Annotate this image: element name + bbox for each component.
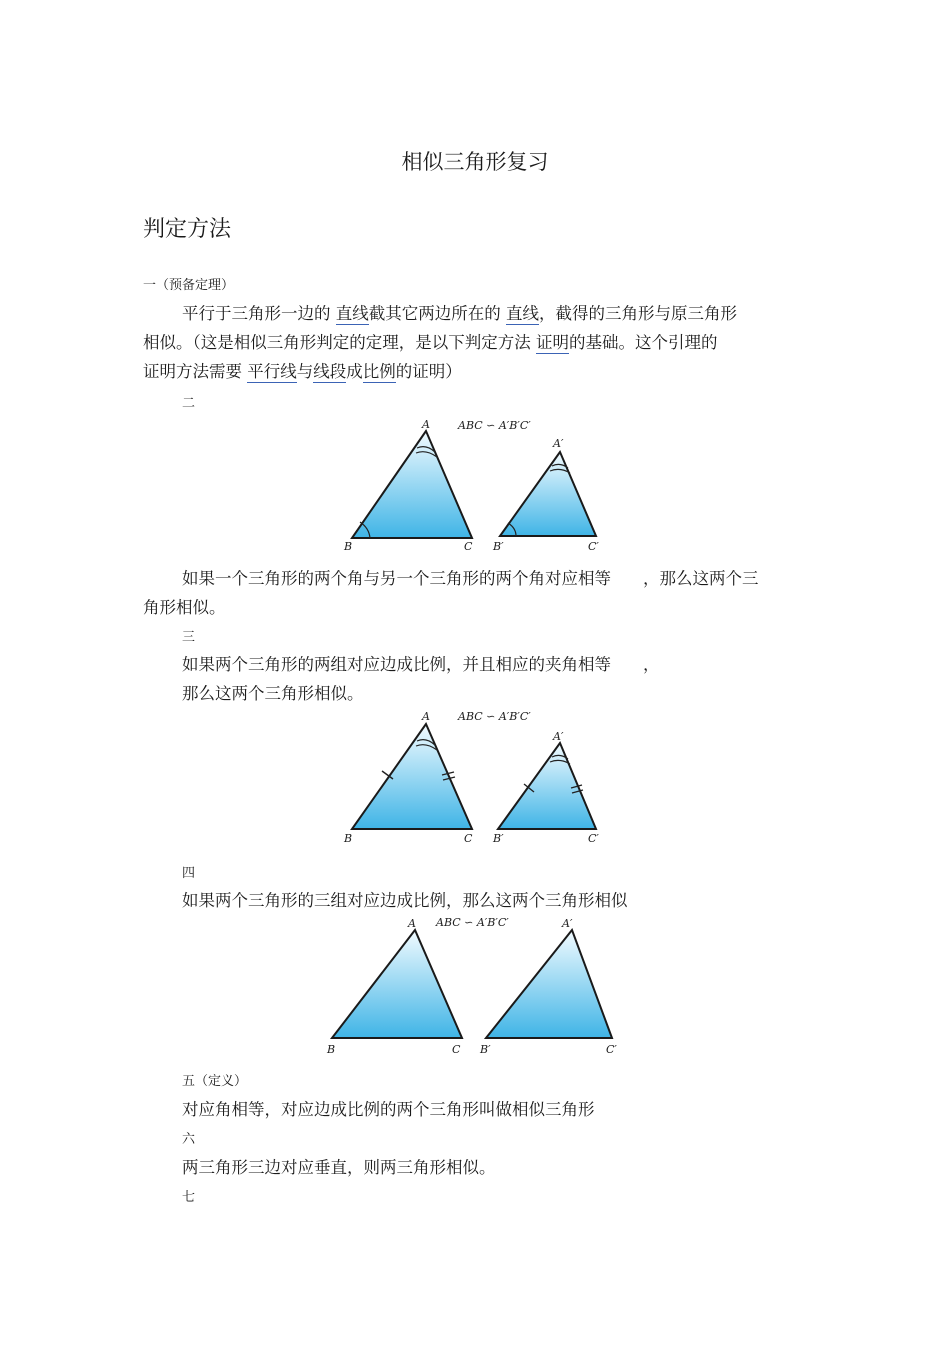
vertex-label-a2: A′ <box>553 437 564 450</box>
similarity-caption: ABC ∽ A′B′C′ <box>458 710 531 723</box>
vertex-label-c: C <box>464 540 473 553</box>
section-3-line-2: 那么这两个三角形相似。 <box>182 684 364 703</box>
section-1-line-1 <box>182 300 737 324</box>
triangle-abc <box>332 930 462 1038</box>
vertex-label-a2: A′ <box>553 730 564 743</box>
vertex-label-b: B <box>327 1043 336 1056</box>
vertex-label-c2: C′ <box>606 1043 617 1056</box>
section-6-text: 两三角形三边对应垂直，则两三角形相似。 <box>182 1158 496 1177</box>
section-1-line-2 <box>143 329 718 353</box>
section-2-line-2: 角形相似。 <box>143 598 226 617</box>
section-4-text: 如果两个三角形的三组对应边成比例，那么这两个三角形相似 <box>182 891 628 910</box>
link-segment[interactable]: 线段 <box>313 362 347 381</box>
vertex-label-a: A <box>422 710 430 723</box>
vertex-label-c: C <box>452 1043 461 1056</box>
link-proportion[interactable]: 比例 <box>362 362 396 381</box>
vertex-label-a: A <box>422 418 430 431</box>
vertex-label-b: B <box>344 832 353 845</box>
section-4-label: 四 <box>182 866 196 881</box>
section-5-text: 对应角相等，对应边成比例的两个三角形叫做相似三角形 <box>182 1100 595 1119</box>
triangle-a2b2c2 <box>500 452 596 536</box>
vertex-label-b: B <box>344 540 353 553</box>
text-span: 截其它两边所在的 <box>368 304 501 323</box>
section-1-line-3 <box>143 358 462 382</box>
triangle-a2b2c2 <box>498 743 596 829</box>
section-heading: 判定方法 <box>143 217 232 242</box>
link-proof[interactable]: 证明 <box>536 333 569 352</box>
vertex-label-c2: C′ <box>588 832 599 845</box>
link-parallel-lines[interactable]: 平行线 <box>247 362 297 381</box>
similarity-caption: ABC ∽ A′B′C′ <box>458 419 531 432</box>
figure-sss-similarity <box>318 910 638 1060</box>
vertex-label-a: A <box>408 917 416 930</box>
vertex-label-b2: B′ <box>480 1043 491 1056</box>
vertex-label-c2: C′ <box>588 540 599 553</box>
section-6-label: 六 <box>182 1132 196 1147</box>
section-1-label: 一（预备定理） <box>143 278 235 293</box>
vertex-label-a2: A′ <box>562 917 573 930</box>
section-3-label: 三 <box>182 630 196 645</box>
link-straight-line[interactable]: 直线 <box>335 304 369 323</box>
link-straight-line-2[interactable]: 直线 <box>506 304 539 323</box>
text-span: 的证明） <box>395 362 462 381</box>
page-title: 相似三角形复习 <box>401 150 549 174</box>
section-7-label: 七 <box>182 1190 196 1205</box>
figure-sas-similarity <box>330 705 630 850</box>
similarity-caption: ABC ∽ A′B′C′ <box>436 916 509 929</box>
figure-aa-similarity <box>330 410 630 555</box>
text-span: 如果两个三角形的两组对应边成比例，并且相应的夹角相等 <box>182 655 611 674</box>
text-span: ， <box>643 655 660 674</box>
section-2-label: 二 <box>182 396 196 411</box>
section-2-line-1 <box>182 565 759 589</box>
section-3-line-1 <box>182 651 660 675</box>
section-5-label: 五（定义） <box>182 1074 248 1089</box>
text-span: 相似。（这是相似三角形判定的定理，是以下判定方法 <box>143 333 531 352</box>
text-span: ，截得的三角形与原三角形 <box>539 304 737 323</box>
triangle-abc <box>352 724 472 829</box>
text-span: 成 <box>346 362 363 381</box>
vertex-label-b2: B′ <box>493 832 504 845</box>
text-span: 与 <box>296 362 314 381</box>
vertex-label-c: C <box>464 832 473 845</box>
text-span: 的基础。这个引理的 <box>569 333 718 352</box>
text-span: 如果一个三角形的两个角与另一个三角形的两个角对应相等 <box>182 569 611 588</box>
triangle-a2b2c2 <box>486 930 612 1038</box>
text-span: 证明方法需要 <box>143 362 242 381</box>
text-span: ，那么这两个三 <box>643 569 759 588</box>
triangle-abc <box>352 431 472 538</box>
vertex-label-b2: B′ <box>493 540 504 553</box>
text-span: 平行于三角形一边的 <box>182 304 331 323</box>
